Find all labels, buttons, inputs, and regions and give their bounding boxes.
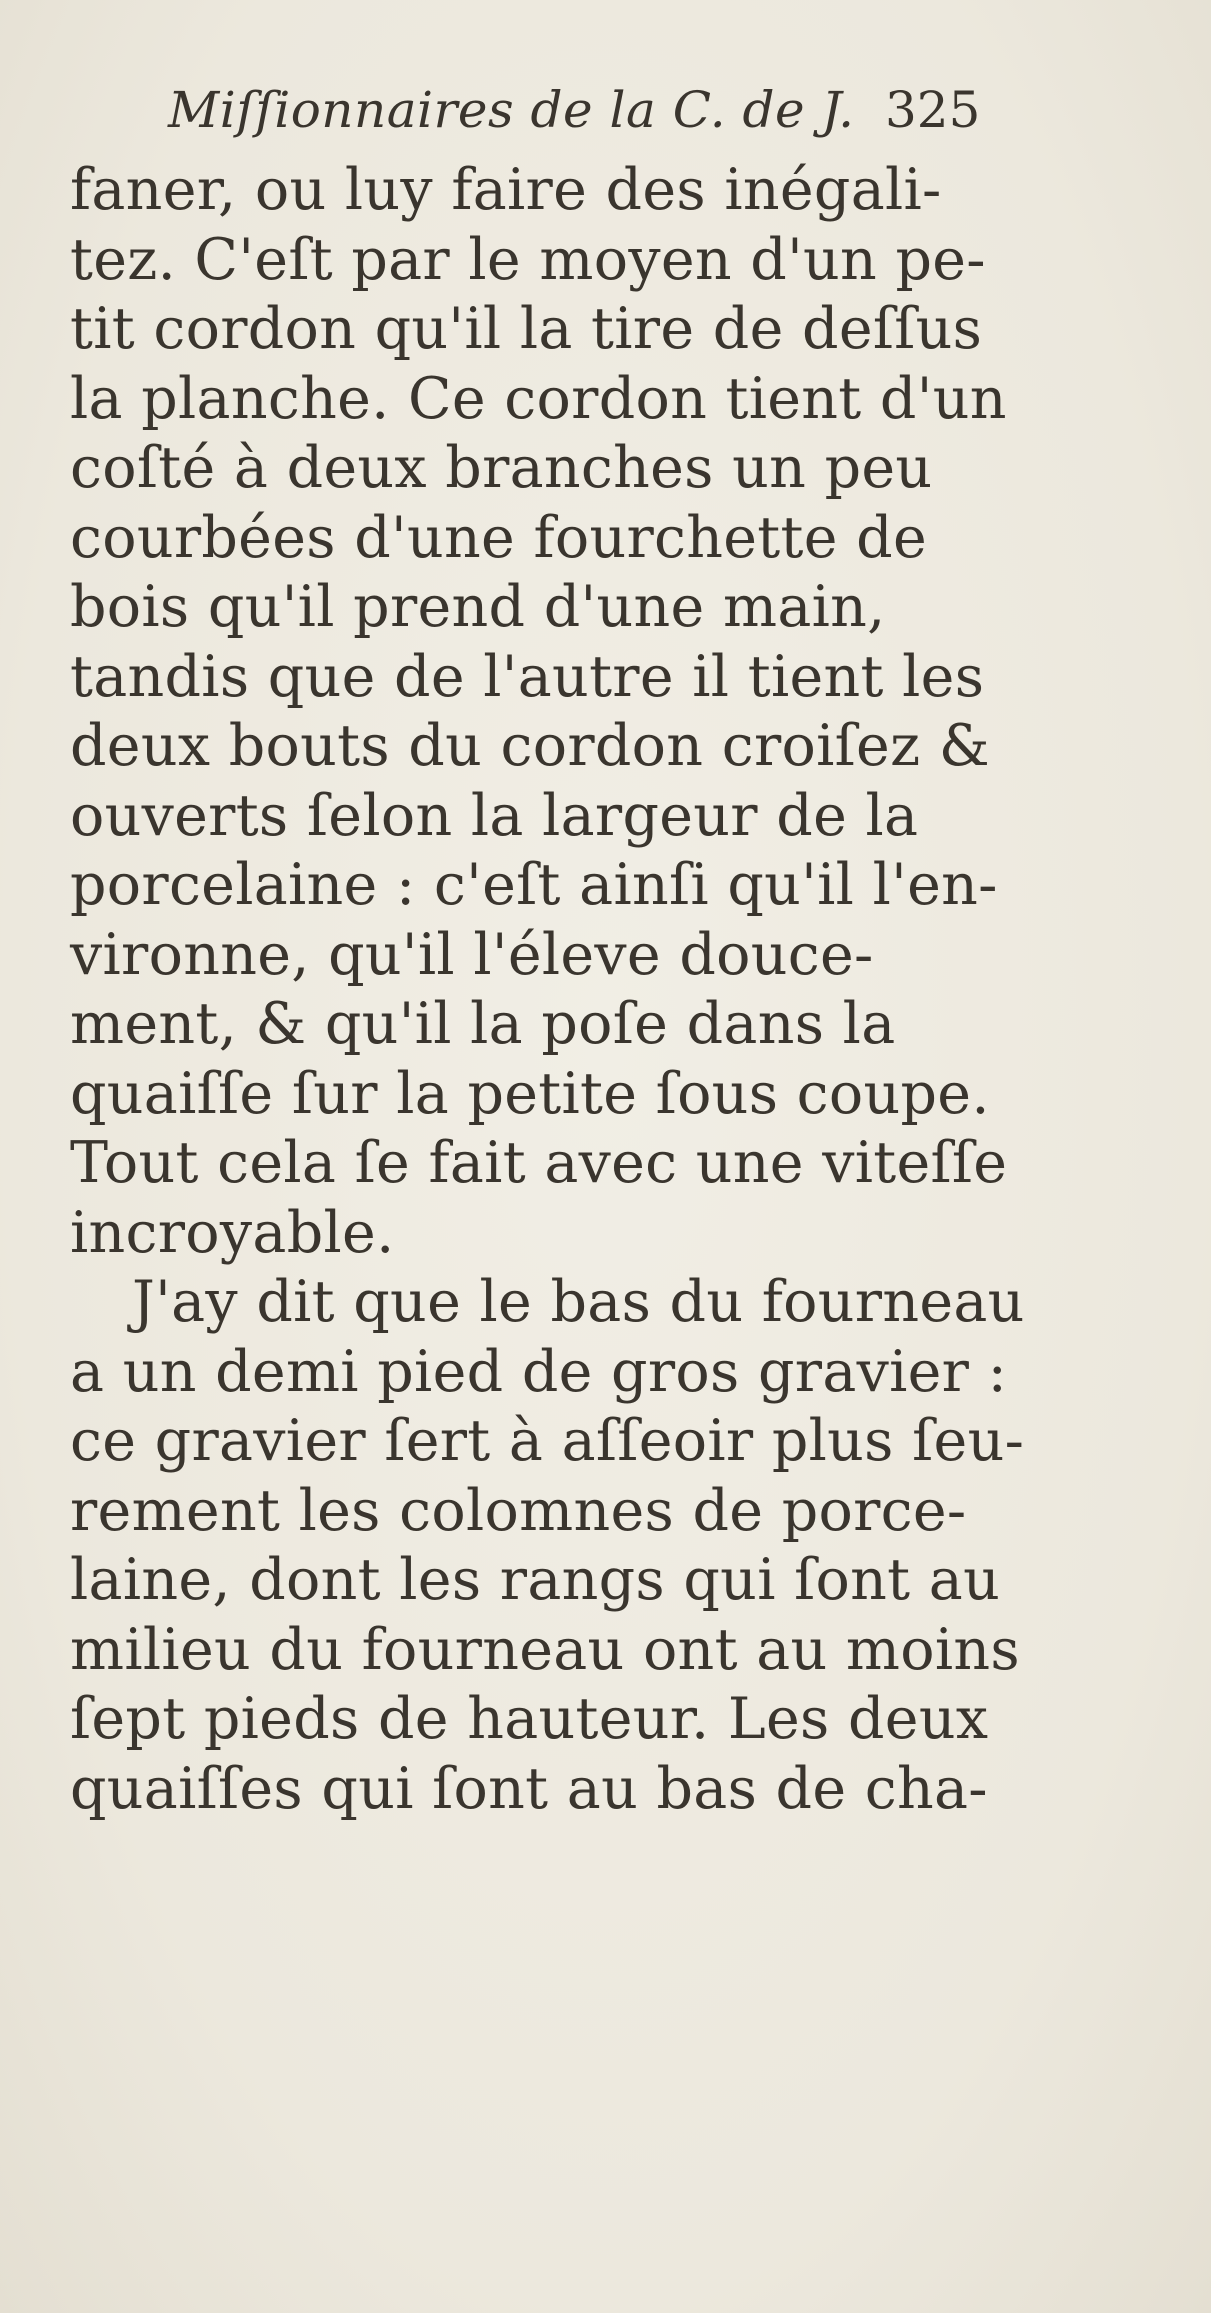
- text-line: coſté à deux branches un peu: [70, 435, 933, 501]
- text-line: ce gravier ſert à aſſeoir plus ſeu-: [70, 1408, 1025, 1474]
- text-line: tez. C'eſt par le moyen d'un pe-: [70, 226, 986, 293]
- text-line: faner, ou luy faire des inégali-: [70, 157, 942, 223]
- page-number: 325: [885, 81, 981, 139]
- text-line: rement les colomnes de porce-: [70, 1477, 967, 1544]
- text-line: ſept pieds de hauteur. Les deux: [70, 1686, 989, 1752]
- text-line: courbées d'une fourchette de: [70, 504, 927, 571]
- text-line: Tout cela ſe fait avec une viteſſe: [70, 1130, 1008, 1196]
- text-line: laine, dont les rangs qui ſont au: [70, 1547, 1001, 1613]
- text-line: tit cordon qu'il la tire de deſſus: [70, 296, 983, 362]
- text-line: quaiſſe ſur la petite ſous coupe.: [70, 1060, 990, 1127]
- text-line: tandis que de l'autre il tient les: [70, 643, 985, 710]
- text-line: ouverts ſelon la largeur de la: [70, 782, 919, 849]
- text-line: milieu du fourneau ont au moins: [70, 1616, 1020, 1683]
- text-line: la planche. Ce cordon tient d'un: [70, 365, 1007, 432]
- text-line: vironne, qu'il l'éleve douce-: [70, 921, 874, 988]
- text-line: bois qu'il prend d'une main,: [70, 574, 886, 640]
- running-head-title: Miſſionnaires de la C. de J.: [168, 81, 855, 139]
- text-line: porcelaine : c'eſt ainſi qu'il l'en-: [70, 852, 998, 918]
- text-line: deux bouts du cordon croiſez &: [70, 713, 990, 779]
- running-head: [70, 64, 1090, 156]
- paragraph-first-line: J'ay dit que le bas du fourneau: [132, 1269, 1025, 1335]
- text-line: ment, & qu'il la poſe dans la: [70, 991, 896, 1057]
- text-line: quaiſſes qui ſont au bas de cha-: [70, 1755, 988, 1822]
- text-line: a un demi pied de gros gravier :: [70, 1338, 1008, 1405]
- page-text: [70, 64, 1090, 1824]
- text-line: incroyable.: [70, 1199, 395, 1266]
